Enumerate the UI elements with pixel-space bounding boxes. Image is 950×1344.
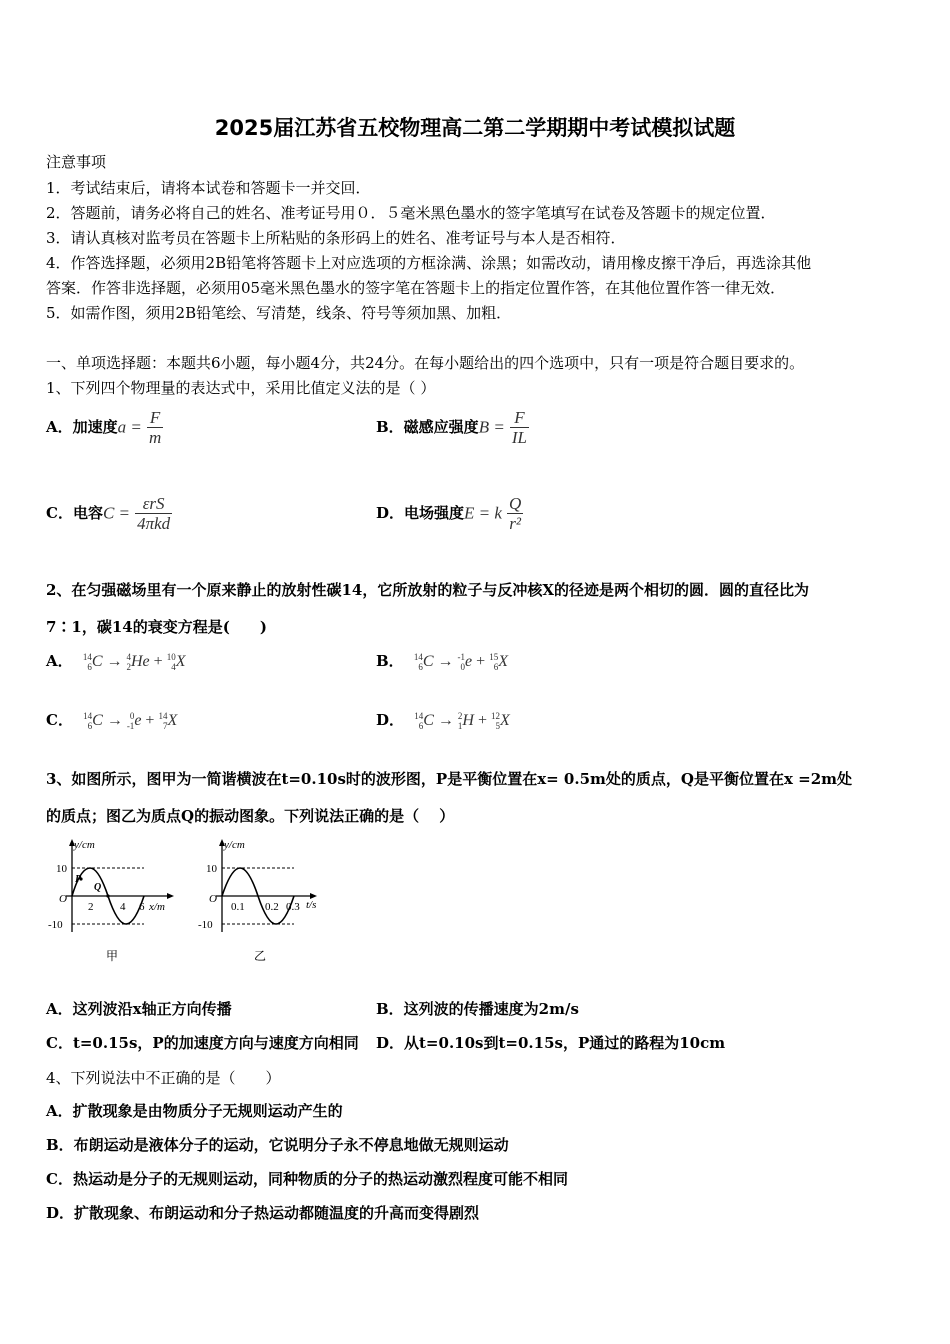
q2-stem-line2: 7∶1，碳14的衰变方程是( ) bbox=[46, 618, 267, 636]
fig2-tick-03: 0.3 bbox=[286, 901, 300, 913]
page-title: 2025届江苏省五校物理高二第二学期期中考试模拟试题 bbox=[214, 116, 736, 140]
notice-heading: 注意事项 bbox=[46, 153, 107, 171]
q1-a-lhs: a = bbox=[117, 417, 142, 437]
q1-c-fraction bbox=[135, 494, 172, 533]
q3-stem-line1: 3、如图所示，图甲为一简谐横波在t=0.10s时的波形图，P是平衡位置在x= 0.5m处的质点，Q是平衡位置在x =2m处 bbox=[46, 770, 853, 788]
q2-d-render: 14 6C → 2 1H + 12 5X bbox=[414, 711, 510, 732]
q3-option-a[interactable]: A．这列波沿x轴正方向传播 bbox=[46, 1000, 232, 1018]
fig1-point-q bbox=[106, 894, 109, 897]
notice-item-1: 1．考试结束后，请将本试卷和答题卡一并交回． bbox=[46, 179, 371, 197]
q1-b-den: IL bbox=[511, 428, 528, 447]
q1-option-b[interactable] bbox=[376, 408, 529, 447]
q4-option-b[interactable]: B．布朗运动是液体分子的运动，它说明分子永不停息地做无规则运动 bbox=[46, 1136, 509, 1154]
notice-item-2: 2．答题前，请务必将自己的姓名、准考证号用０．５毫米黑色墨水的签字笔填写在试卷及答题卡的规定位置． bbox=[46, 204, 776, 222]
notice-item-4: 4．作答选择题，必须用2B铅笔将答题卡上对应选项的方框涂满、涂黑；如需改动，请用橡皮擦干净后，再选涂其他 bbox=[46, 254, 812, 272]
fig1-tick-4: 4 bbox=[120, 901, 126, 913]
q3-option-b[interactable]: B．这列波的传播速度为2m/s bbox=[376, 1000, 579, 1018]
q3-figure-wave bbox=[44, 836, 184, 964]
q1-c-label: C．电容 bbox=[46, 504, 103, 522]
fig1-tick-2: 2 bbox=[88, 901, 94, 913]
q1-d-lhs: E = k bbox=[464, 503, 502, 523]
q1-d-den: r² bbox=[509, 514, 522, 533]
q4-option-c[interactable]: C．热运动是分子的无规则运动，同种物质的分子的热运动激烈程度可能不相同 bbox=[46, 1170, 568, 1188]
fig2-tick-neg10: -10 bbox=[198, 919, 213, 931]
q1-d-label: D．电场强度 bbox=[376, 504, 465, 522]
q1-d-fraction bbox=[507, 494, 523, 533]
q4-option-a[interactable]: A．扩散现象是由物质分子无规则运动产生的 bbox=[46, 1102, 343, 1120]
fig1-origin: O bbox=[59, 893, 67, 905]
q1-option-d[interactable] bbox=[376, 494, 523, 533]
fig1-ylabel: y/cm bbox=[74, 839, 95, 851]
q1-a-den: m bbox=[148, 428, 162, 447]
q2-option-a[interactable] bbox=[46, 650, 185, 672]
fig1-tick-6: 6 bbox=[139, 901, 145, 913]
q1-option-a[interactable] bbox=[46, 408, 163, 447]
q1-c-lhs: C = bbox=[102, 503, 131, 523]
q2-c-render: 14 6C → 0 -1e + 14 7X bbox=[83, 711, 178, 732]
q2-b-render: 14 6C → -1 0e + 15 6X bbox=[413, 652, 508, 673]
q1-d-num: Q bbox=[509, 494, 522, 513]
notice-item-3: 3．请认真核对监考员在答题卡上所粘贴的条形码上的姓名、准考证号与本人是否相符． bbox=[46, 229, 626, 247]
fig1-tick-10: 10 bbox=[56, 863, 67, 875]
q3-figure-vibration bbox=[198, 836, 328, 964]
q2-option-d[interactable] bbox=[376, 709, 510, 731]
q1-stem: 1、下列四个物理量的表达式中，采用比值定义法的是（ ） bbox=[46, 379, 436, 397]
q1-a-num: F bbox=[147, 408, 163, 428]
q3-stem-line2: 的质点；图乙为质点Q的振动图象。下列说法正确的是（ ） bbox=[46, 807, 455, 825]
q2-option-b[interactable] bbox=[376, 650, 508, 672]
q1-a-fraction bbox=[147, 408, 163, 447]
q1-b-num: F bbox=[510, 408, 529, 428]
fig1-tick-neg10: -10 bbox=[48, 919, 63, 931]
fig2-tick-10: 10 bbox=[206, 863, 217, 875]
q1-option-c[interactable] bbox=[46, 494, 172, 533]
q2-c-label: C． bbox=[46, 711, 73, 729]
q1-b-lhs: B = bbox=[478, 417, 505, 437]
fig2-ylabel: y/cm bbox=[224, 839, 245, 851]
q2-d-label: D． bbox=[376, 711, 405, 729]
q2-a-render: 14 6C → 4 2He + 10 4X bbox=[82, 652, 186, 673]
notice-item-4-cont: 答案．作答非选择题，必须用05毫米黑色墨水的签字笔在答题卡上的指定位置作答，在其他位置作答一律无效． bbox=[46, 279, 786, 297]
q3-option-d[interactable]: D．从t=0.10s到t=0.15s，P通过的路程为10cm bbox=[376, 1034, 726, 1052]
q2-option-c[interactable] bbox=[46, 709, 177, 731]
notice-item-5: 5．如需作图，须用2B铅笔绘、写清楚，线条、符号等须加黑、加粗． bbox=[46, 304, 512, 322]
q4-stem: 4、下列说法中不正确的是（ ） bbox=[46, 1069, 281, 1087]
fig2-tick-01: 0.1 bbox=[231, 901, 245, 913]
fig1-xlabel: x/m bbox=[149, 901, 165, 913]
q1-a-label: A．加速度 bbox=[46, 418, 118, 436]
fig2-xlabel: t/s bbox=[306, 899, 317, 911]
q1-b-fraction bbox=[510, 408, 529, 447]
fig2-caption: 乙 bbox=[254, 949, 267, 963]
fig1-x-arrow bbox=[167, 893, 174, 899]
q2-stem-line1: 2、在匀强磁场里有一个原来静止的放射性碳14，它所放射的粒子与反冲核X的径迹是两个相切的圆．圆的直径比为 bbox=[46, 581, 809, 599]
fig1-label-q: Q bbox=[94, 882, 102, 893]
fig2-tick-02: 0.2 bbox=[265, 901, 279, 913]
section-heading: 一、单项选择题：本题共6小题，每小题4分，共24分。在每小题给出的四个选项中，只有一项是符合题目要求的。 bbox=[46, 354, 805, 372]
q4-option-d[interactable]: D．扩散现象、布朗运动和分子热运动都随温度的升高而变得剧烈 bbox=[46, 1204, 480, 1222]
q2-b-label: B． bbox=[376, 652, 404, 670]
fig1-label-p: P bbox=[75, 874, 82, 885]
fig1-caption: 甲 bbox=[106, 949, 119, 963]
q3-option-c[interactable]: C．t=0.15s，P的加速度方向与速度方向相同 bbox=[46, 1034, 359, 1052]
q1-c-den: 4πkd bbox=[137, 514, 171, 533]
fig2-origin: O bbox=[209, 893, 217, 905]
q1-b-label: B．磁感应强度 bbox=[376, 418, 479, 436]
q2-a-label: A． bbox=[46, 652, 73, 670]
q1-c-num: εrS bbox=[135, 494, 172, 514]
